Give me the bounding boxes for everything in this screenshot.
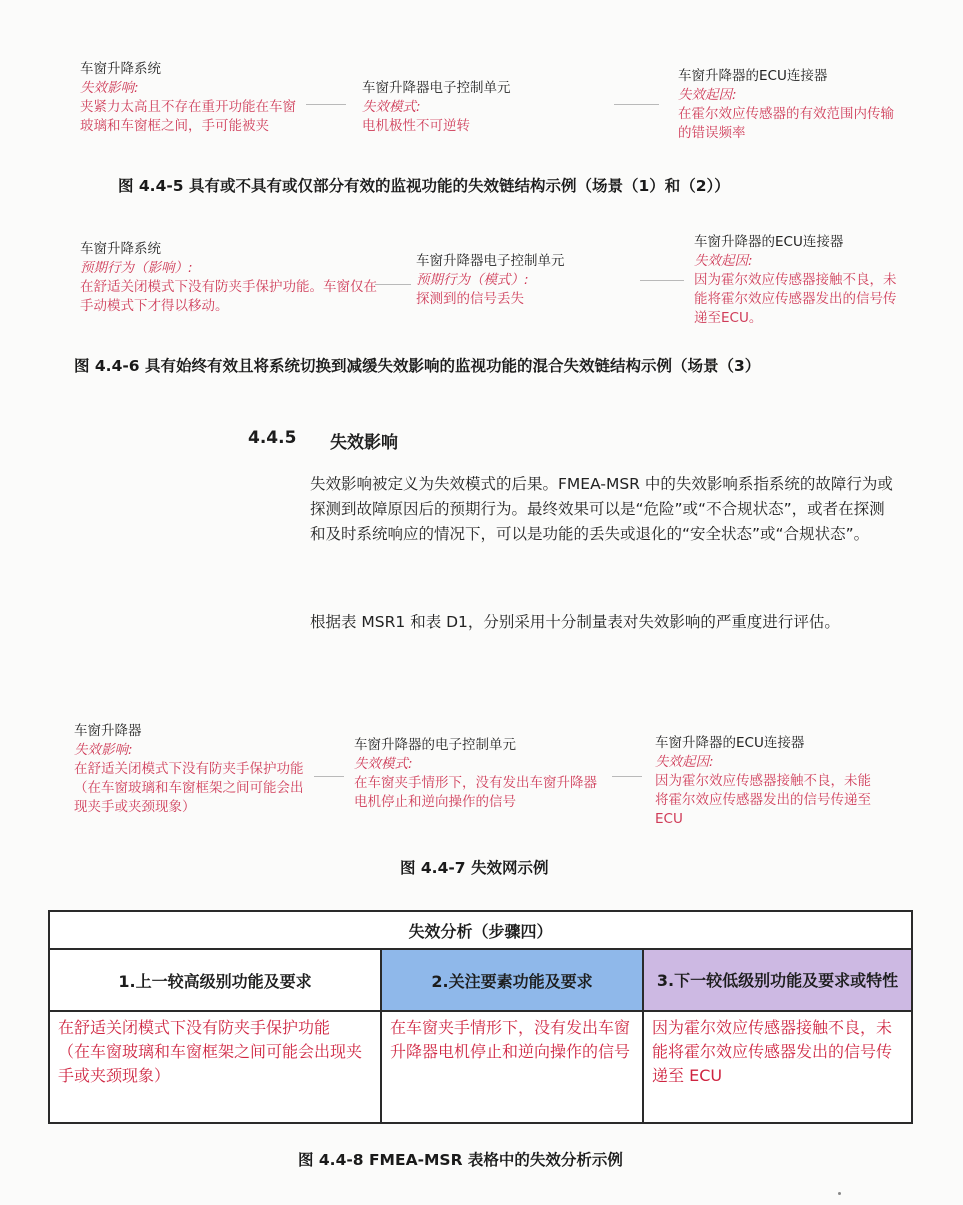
scan-speck <box>838 1192 841 1195</box>
block-text: 夹紧力太高且不存在重开功能在车窗玻璃和车窗框之间，手可能被夹 <box>80 99 296 134</box>
block-text: 探测到的信号丢失 <box>416 291 524 307</box>
block-text: 在霍尔效应传感器的有效范围内传输的错误频率 <box>678 106 894 141</box>
block-label: 失效影响: <box>74 742 133 758</box>
table-header-lower-level: 3.下一较低级别功能及要求或特性 <box>643 949 912 1011</box>
fig445-block-system <box>80 60 300 136</box>
connector-line <box>612 776 642 777</box>
fig446-block-system <box>80 240 380 316</box>
block-text: 电机极性不可逆转 <box>362 118 470 134</box>
fig446-block-ecu <box>416 252 636 309</box>
block-label: 预期行为（影响）: <box>80 260 193 276</box>
block-label: 失效模式: <box>354 756 413 772</box>
block-text: 在舒适关闭模式下没有防夹手保护功能 <box>74 761 304 777</box>
figure-caption: 图 4.4-7 失效网示例 <box>400 859 549 877</box>
block-text: 因为霍尔效应传感器接触不良，未能将霍尔效应传感器发出的信号传递至ECU <box>655 773 871 827</box>
fig447-block-ecu <box>354 736 609 812</box>
section-paragraph: 失效影响被定义为失效模式的后果。FMEA-MSR 中的失效影响系指系统的故障行为或探测到故障原因后的预期行为。最终效果可以是“危险”或“不合规状态”，或者在探测和及时系统响应的情况下，可以是功能的丢失或退化的“安全状态”或“合规状态”。 <box>310 475 893 543</box>
connector-line <box>375 284 411 285</box>
section-title: 失效影响 <box>330 433 398 453</box>
table-header-focus-element: 2.关注要素功能及要求 <box>381 949 643 1011</box>
block-title: 车窗升降器电子控制单元 <box>362 80 511 96</box>
block-title: 车窗升降器的ECU连接器 <box>655 735 805 751</box>
fig446-block-connector <box>694 233 904 328</box>
connector-line <box>314 776 344 777</box>
block-note: （在车窗玻璃和车窗框架之间可能会出现夹手或夹颈现象） <box>74 780 304 815</box>
block-title: 车窗升降器的ECU连接器 <box>694 234 844 250</box>
block-title: 车窗升降系统 <box>80 61 161 77</box>
table-title: 失效分析（步骤四） <box>49 911 912 949</box>
section-number: 4.4.5 <box>248 428 297 448</box>
block-title: 车窗升降系统 <box>80 241 161 257</box>
table-cell-failure-mode: 在车窗夹手情形下，没有发出车窗升降器电机停止和逆向操作的信号 <box>381 1011 643 1123</box>
table-header-higher-level: 1.上一较高级别功能及要求 <box>49 949 381 1011</box>
block-text: 因为霍尔效应传感器接触不良，未能将霍尔效应传感器发出的信号传递至ECU。 <box>694 272 897 326</box>
fig447-block-connector <box>655 734 875 829</box>
block-label: 失效影响: <box>80 80 139 96</box>
connector-line <box>306 104 346 105</box>
failure-analysis-table <box>48 910 913 1124</box>
block-title: 车窗升降器的电子控制单元 <box>354 737 516 753</box>
fig447-block-system <box>74 722 314 817</box>
block-label: 失效起因: <box>655 754 714 770</box>
block-text: 在舒适关闭模式下没有防夹手保护功能。车窗仅在手动模式下才得以移动。 <box>80 279 377 314</box>
connector-line <box>640 280 684 281</box>
figure-caption: 图 4.4-6 具有始终有效且将系统切换到减缓失效影响的监视功能的混合失效链结构示例（场景（3） <box>74 357 761 375</box>
block-title: 车窗升降器电子控制单元 <box>416 253 565 269</box>
block-text: 在车窗夹手情形下，没有发出车窗升降器电机停止和逆向操作的信号 <box>354 775 597 810</box>
block-title: 车窗升降器的ECU连接器 <box>678 68 828 84</box>
block-label: 失效起因: <box>694 253 753 269</box>
block-label: 失效起因: <box>678 87 737 103</box>
table-cell-failure-effect <box>49 1011 381 1123</box>
figure-caption: 图 4.4-8 FMEA-MSR 表格中的失效分析示例 <box>298 1151 623 1169</box>
fig445-block-connector <box>678 67 898 143</box>
figure-caption: 图 4.4-5 具有或不具有或仅部分有效的监视功能的失效链结构示例（场景（1）和（2）） <box>118 177 730 195</box>
fig445-block-ecu <box>362 79 602 136</box>
section-paragraph: 根据表 MSR1 和表 D1，分别采用十分制量表对失效影响的严重度进行评估。 <box>310 613 840 631</box>
cell-note: （在车窗玻璃和车窗框架之间可能会出现夹手或夹颈现象） <box>58 1042 363 1085</box>
cell-text: 在舒适关闭模式下没有防夹手保护功能 <box>58 1018 331 1037</box>
block-label: 预期行为（模式）: <box>416 272 529 288</box>
block-title: 车窗升降器 <box>74 723 142 739</box>
table-cell-failure-cause: 因为霍尔效应传感器接触不良，未能将霍尔效应传感器发出的信号传递至 ECU <box>643 1011 912 1123</box>
block-label: 失效模式: <box>362 99 421 115</box>
connector-line <box>614 104 659 105</box>
